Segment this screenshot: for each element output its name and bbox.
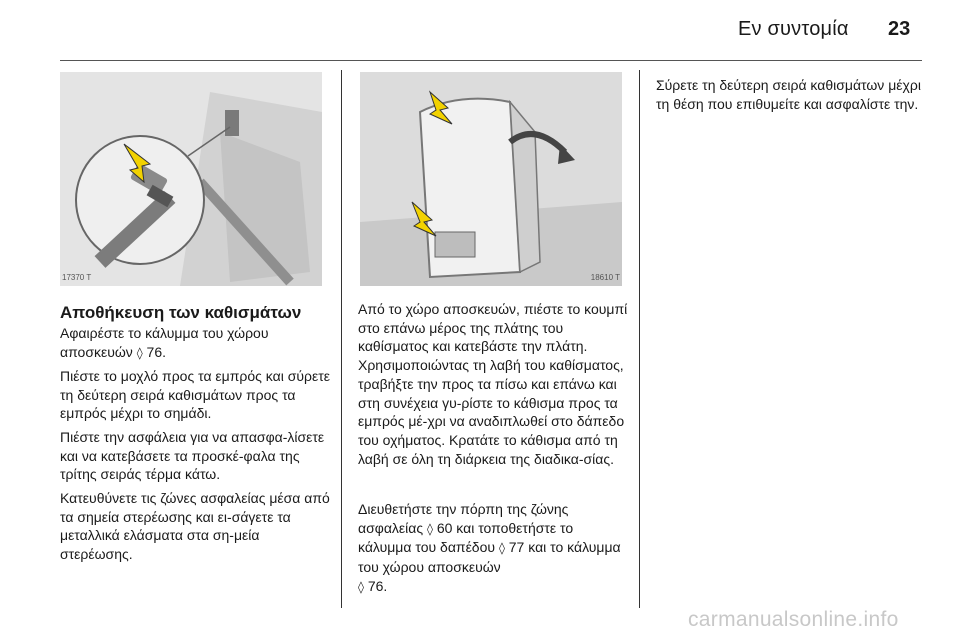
figure-code: 18610 T: [590, 273, 620, 282]
cross-reference-icon: ◊: [136, 345, 143, 360]
instruction-paragraph: [358, 500, 628, 597]
running-header-title: Εν συντομία: [738, 18, 849, 40]
instruction-text: και τοποθετήστε το κάλυμμα του δαπέδου: [358, 519, 574, 556]
cross-reference-icon: ◊: [498, 541, 505, 556]
instruction-text: Αφαιρέστε το κάλυμμα του χώρου αποσκευών: [60, 325, 269, 360]
seat-fold-figure: [360, 72, 622, 286]
rear-seat-fold-illustration-icon: [360, 72, 622, 286]
instruction-paragraph: [60, 324, 330, 362]
header-rule: [60, 60, 922, 61]
cross-reference-icon: ◊: [427, 521, 433, 536]
section-heading: Αποθήκευση των καθισμάτων: [60, 303, 302, 322]
figure-code: 17370 T: [62, 273, 92, 282]
instruction-paragraph: Σύρετε τη δεύτερη σειρά καθισμάτων μέχρι τη θέση που επιθυμείτε και ασφαλίστε την.: [656, 77, 921, 112]
column-rule-1: [341, 70, 342, 608]
instruction-paragraph: Κατευθύνετε τις ζώνες ασφαλείας μέσα από τα σημεία στερέωσης και ει-σάγετε τα μεταλλικά ελάσματα στα ση-μεία στερέωσης.: [60, 490, 330, 563]
page-reference[interactable]: 60: [436, 519, 453, 536]
instruction-text: και το κάλυμμα του χώρου αποσκευών: [358, 539, 621, 576]
instruction-paragraph: Πιέστε την ασφάλεια για να απασφα-λίσετε και να κατεβάσετε τα προσκέ-φαλα της τρίτης σειράς τέρμα κάτω.: [60, 429, 325, 483]
seat-belt-buckle-illustration-icon: [60, 72, 322, 286]
watermark: carmanualsonline.info: [688, 608, 899, 631]
instruction-paragraph: Πιέστε το μοχλό προς τα εμπρός και σύρετε τη δεύτερη σειρά καθισμάτων προς τα εμπρός μέχρι το σημάδι.: [60, 368, 330, 422]
instruction-paragraph: Από το χώρο αποσκευών, πιέστε το κουμπί στο επάνω μέρος της πλάτης του καθίσματος και κατεβάστε την πλάτη. Χρησιμοποιώντας τη λαβή του καθίσματος, τραβήξτε την προς τα πίσω και επάνω και στη συνέχεια γυ-ρίστε το κάθισμα προς τα εμπρός μέ-χρι να αναδιπλωθεί στο δάπεδο του οχήματος. Κρατάτε το κάθισμα από τη λαβή σε όλη τη διάρκεια της διαδικα-σίας.: [358, 301, 628, 467]
page-reference[interactable]: 77: [508, 539, 525, 556]
column-rule-2: [639, 70, 640, 608]
page-reference[interactable]: 76.: [146, 343, 166, 360]
seat-belt-figure: [60, 72, 322, 286]
cross-reference-icon: ◊: [358, 579, 364, 594]
page-reference[interactable]: 76.: [367, 577, 388, 594]
instruction-text: Διευθετήστε την πόρπη της ζώνης ασφαλείας: [358, 501, 569, 536]
page-number: 23: [888, 18, 911, 40]
